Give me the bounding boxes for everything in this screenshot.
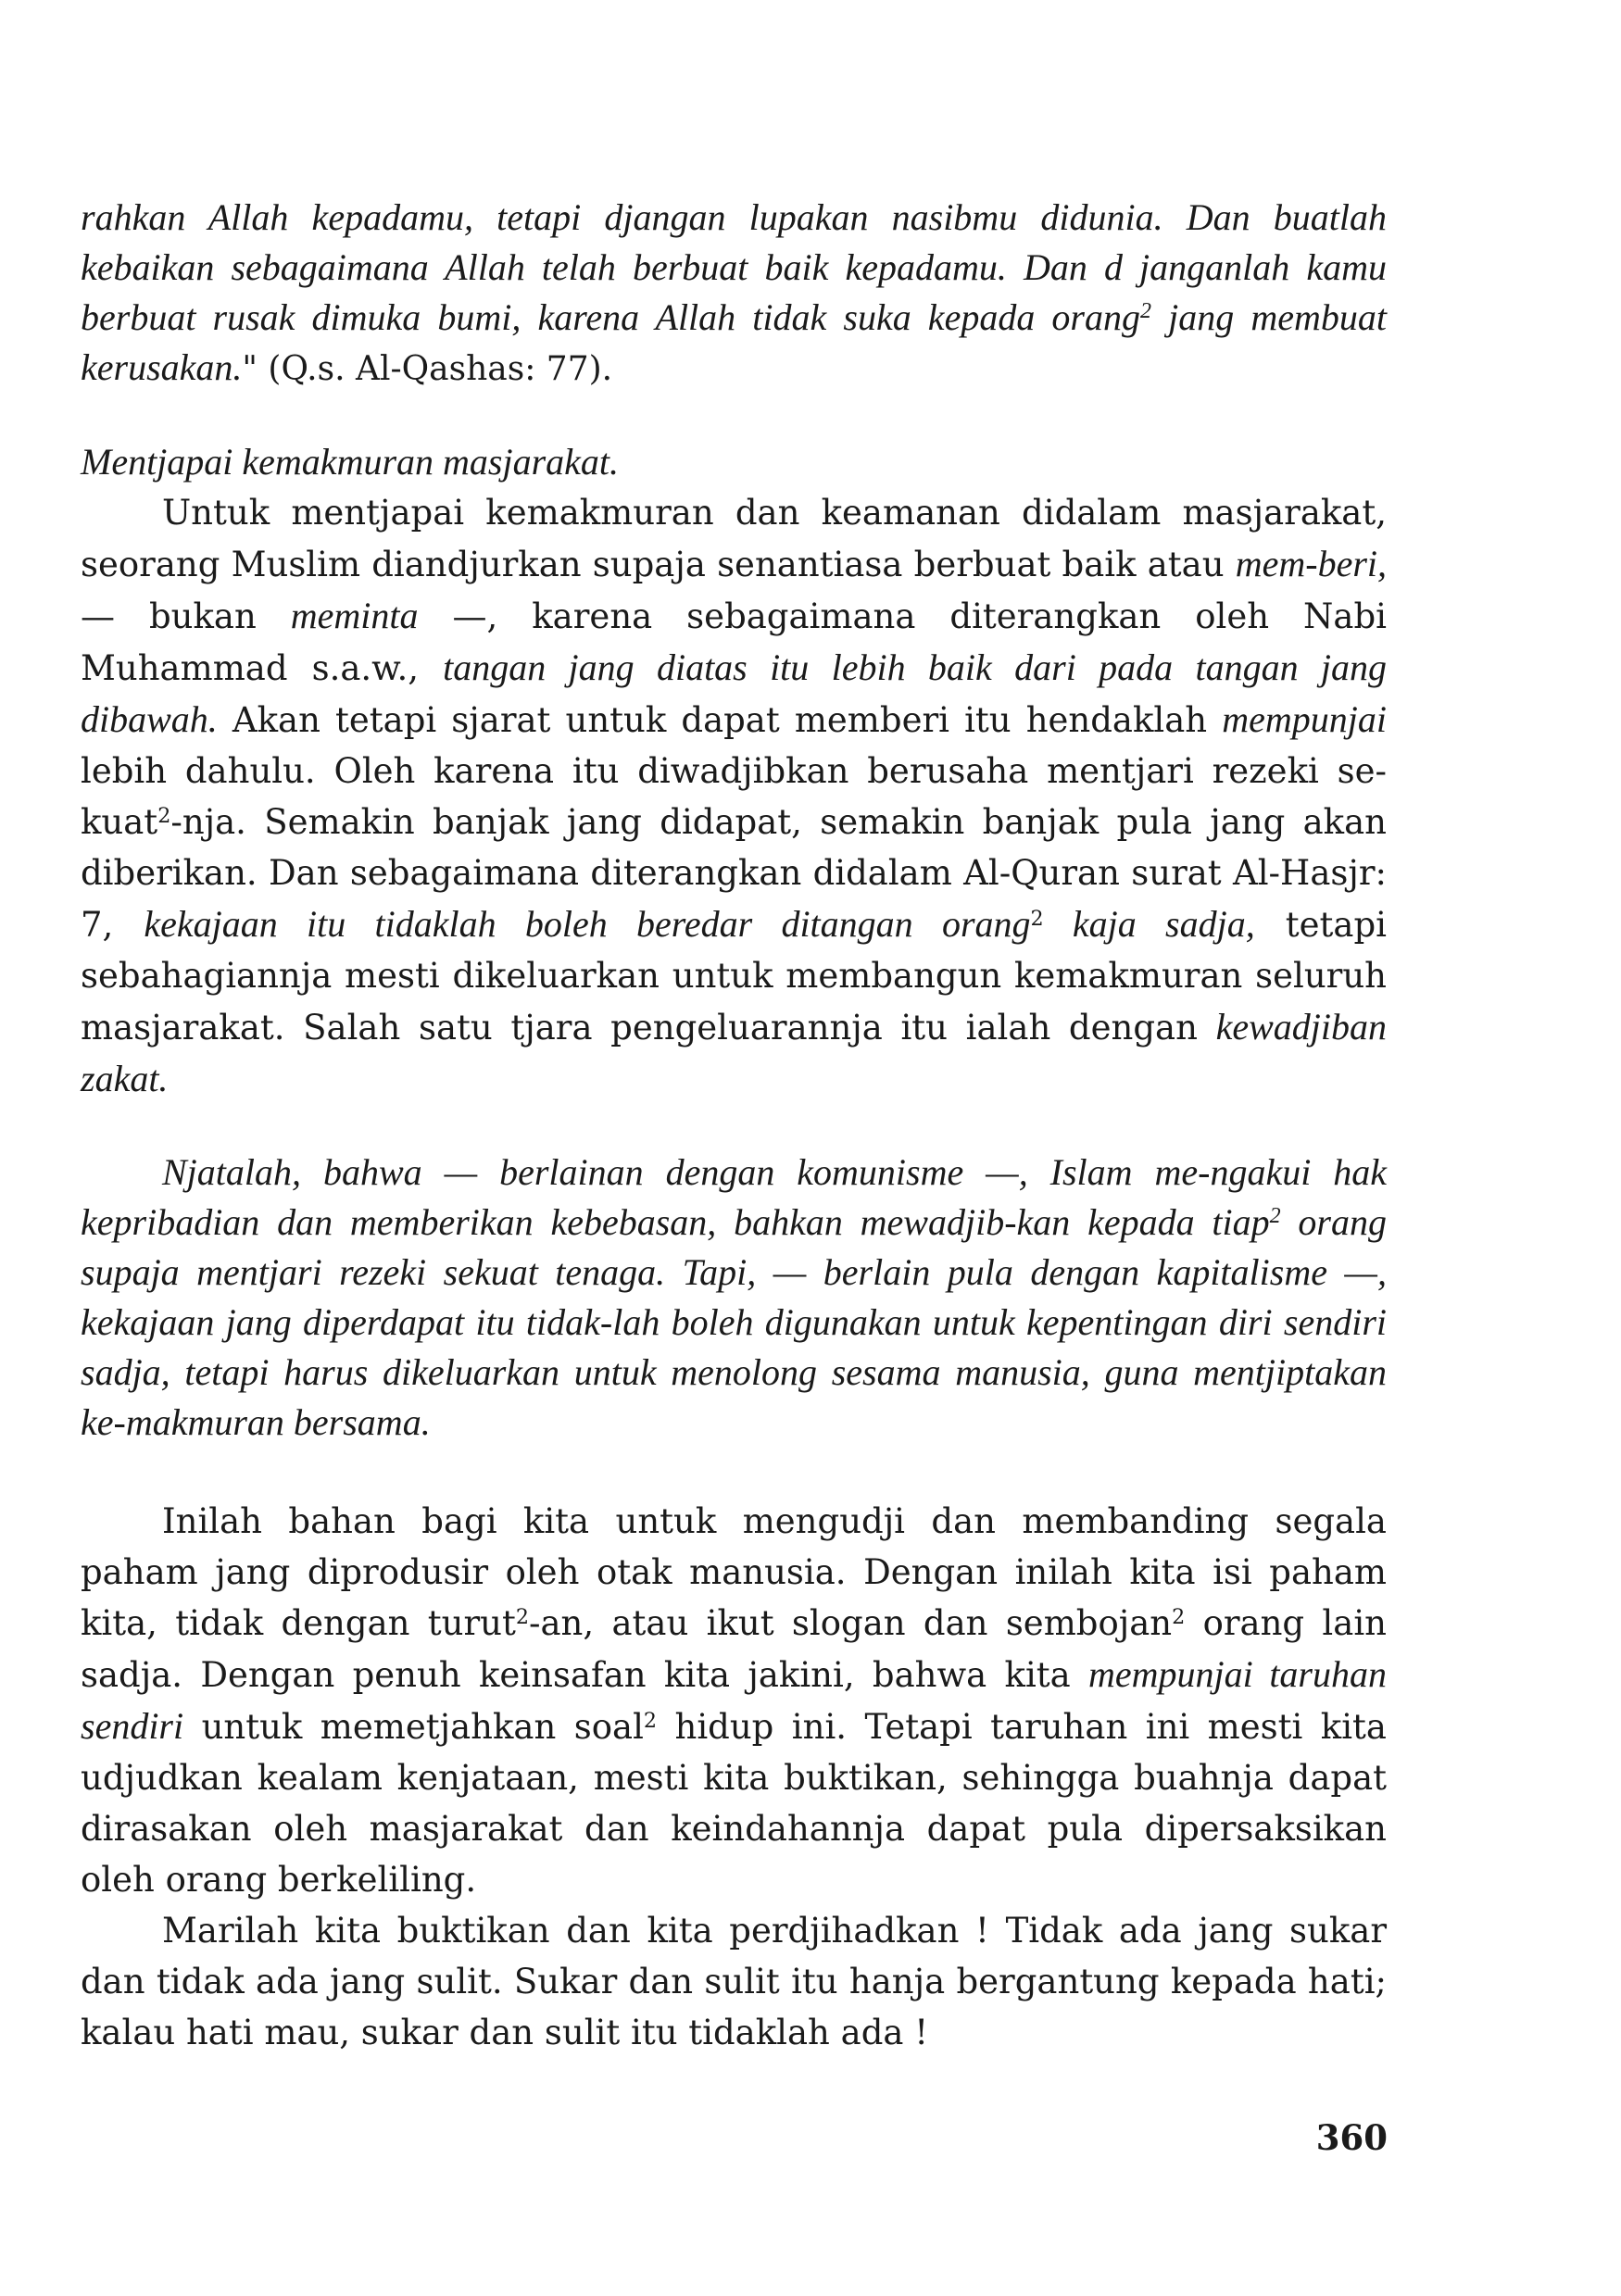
paragraph-note-comparison bbox=[81, 1148, 1387, 1448]
text-run: untuk memetjahkan soal bbox=[183, 1707, 644, 1747]
text-run: Akan tetapi sjarat untuk dapat memberi itu hendaklah bbox=[217, 700, 1223, 740]
emphasis: meminta bbox=[290, 595, 419, 636]
quote-text-end: jang membuat kerusakan. bbox=[81, 296, 1387, 388]
repetition-mark: 2 bbox=[515, 1604, 529, 1629]
text-run: — bukan bbox=[81, 596, 291, 636]
emphasis: mem-beri, bbox=[1235, 543, 1387, 584]
text-run: tetapi sebahagiannja mesti dikeluarkan untuk membangun kemakmuran seluruh masjarakat. Salah satu tjara pengeluarannja itu ialah dengan bbox=[81, 905, 1387, 1048]
text-run: orang lain sadja. Dengan penuh keinsafan kita jakini, bahwa kita bbox=[81, 1603, 1387, 1695]
repetition-mark: 2 bbox=[1269, 1203, 1281, 1228]
page-content bbox=[81, 193, 1387, 2058]
section-heading: Mentjapai kemakmuran masjarakat. bbox=[81, 441, 620, 483]
paragraph-material bbox=[81, 1496, 1387, 1905]
repetition-mark: 2 bbox=[1030, 906, 1044, 931]
text-run: hidup ini. Tetapi taruhan ini mesti kita udjudkan kealam kenjataan, mesti kita buktikan, sehingga buahnja dapat dirasakan oleh masjarakat dan keindahannja dapat pula dipersaksikan oleh orang berkeliling. bbox=[81, 1707, 1387, 1900]
emphasis: kekajaan itu tidaklah boleh beredar ditangan orang bbox=[144, 903, 1031, 945]
repetition-mark: 2 bbox=[157, 803, 171, 828]
repetition-mark: 2 bbox=[643, 1708, 658, 1733]
text-run: Njatalah, bahwa — berlainan dengan komunisme —, Islam me-ngakui hak kepribadian dan memberikan kebebasan, bahkan mewadjib-kan kepada tiap bbox=[81, 1151, 1387, 1243]
text-run: —, karena sebagaimana diterangkan oleh Nabi Muhammad s.a.w., bbox=[81, 596, 1387, 688]
page-number: 360 bbox=[1315, 2117, 1388, 2158]
quote-citation: " (Q.s. Al-Qashas: 77). bbox=[242, 350, 613, 388]
text-run: -nja. Semakin banjak jang didapat, semakin banjak pula jang akan diberikan. Dan sebagaimana diterangkan didalam Al-Quran surat Al-Hasjr: 7, bbox=[81, 802, 1387, 945]
quranic-quote bbox=[81, 193, 1387, 395]
text-run: orang supaja mentjari rezeki sekuat tenaga. Tapi, — berlain pula dengan kapitalisme —, kekajaan jang diperdapat itu tidak-lah boleh digunakan untuk kepentingan diri sendiri sadja, tetapi harus dikeluarkan untuk menolong sesama manusia, guna mentjiptakan ke-makmuran bersama. bbox=[81, 1201, 1387, 1443]
text-run: -an, atau ikut slogan dan sembojan bbox=[529, 1603, 1173, 1643]
emphasis: mempunjai bbox=[1222, 698, 1387, 740]
emphasis: kewadjiban zakat. bbox=[81, 1006, 1387, 1099]
quote-text: rahkan Allah kepadamu, tetapi djangan lupakan nasibmu didunia. Dan buatlah kebaikan sebagaimana Allah telah berbuat baik kepadamu. Dan d janganlah kamu berbuat rusak dimuka bumi, karena Allah tidak suka kepada orang bbox=[81, 196, 1387, 338]
paragraph-prosperity bbox=[81, 487, 1387, 1105]
repetition-mark: 2 bbox=[1172, 1604, 1186, 1629]
emphasis: mempunjai taruhan sendiri bbox=[81, 1653, 1387, 1747]
emphasis: kaja sadja, bbox=[1043, 903, 1255, 945]
text-run: Inilah bahan bagi kita untuk mengudji dan membanding segala paham jang diprodusir oleh otak manusia. Dengan inilah kita isi paham kita, tidak dengan turut bbox=[81, 1501, 1387, 1643]
repetition-mark: 2 bbox=[1140, 298, 1151, 323]
emphasis: tangan jang diatas itu lebih baik dari pada tangan jang dibawah. bbox=[81, 646, 1388, 740]
paragraph-closing: Marilah kita buktikan dan kita perdjihadkan ! Tidak ada jang sukar dan tidak ada jang sulit. Sukar dan sulit itu hanja bergantung kepada hati; kalau hati mau, sukar dan sulit itu tidaklah ada ! bbox=[81, 1911, 1387, 2052]
text-run: lebih dahulu. Oleh karena itu diwadjibkan berusaha mentjari rezeki se-kuat bbox=[81, 751, 1387, 842]
text-run: Untuk mentjapai kemakmuran dan keamanan didalam masjarakat, seorang Muslim diandjurkan supaja senantiasa berbuat baik atau bbox=[81, 493, 1387, 584]
